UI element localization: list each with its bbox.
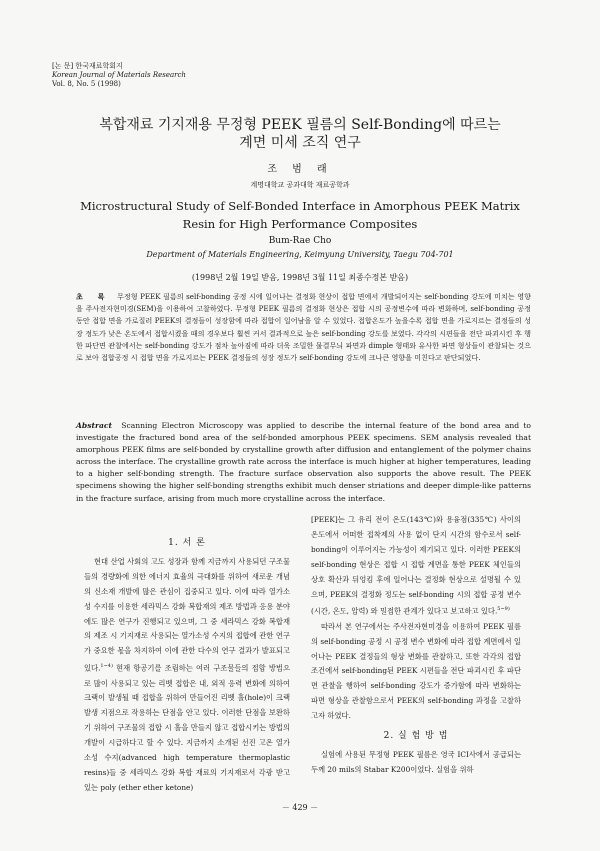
body-column-left: [84, 536, 290, 796]
section-heading-methods: 2. 실 험 방 법: [383, 731, 449, 742]
abstract-english-label: Abstract: [76, 421, 113, 430]
received-dates: (1998년 2월 19일 받음, 1998년 3월 11일 최종수정본 받음): [191, 273, 409, 282]
title-english-line-2: Resin for High Performance Composites: [182, 217, 418, 231]
title-korean: [0, 116, 600, 152]
abstract-english-text: Scanning Electron Microscopy was applied to describe the internal feature of the bond area and to investigate the fractured bond area of the self-bonded amorphous PEEK specimens. SEM analysis revealed that amorphous PEEK films are self-bonded by crystalline growth after diffusion and entanglement of the polymer chains across the interface. The crystalline growth rate across the interface is much higher at higher temperatures, leading to a higher self-bonding strength. The fracture surface observation also supports the above result. The PEEK specimens showing the higher self-bonding strengths exhibit much denser striations and deeper dimple-like patterns in the fracture surface, arising from much more crystalline across the interface.: [76, 421, 531, 503]
title-korean-line-1: 복합재료 기지재용 무정형 PEEK 필름의 Self-Bonding에 따르는: [99, 117, 501, 133]
methods-paragraph: 실험에 사용된 무정형 PEEK 필름은 영국 ICI사에서 공급되는 두께 20 mils의 Stabar K200이었다. 실험을 위하: [311, 750, 521, 774]
citation-5-9: 5~9): [497, 606, 510, 613]
journal-line-2: Korean Journal of Materials Research: [52, 71, 186, 79]
abstract-english: [76, 420, 531, 505]
intro-paragraph: [84, 555, 290, 796]
journal-line-1: [논 문] 한국재료학회지: [52, 62, 123, 70]
abstract-korean: [76, 291, 531, 364]
intro-text-2: 현재 항공기를 조립하는 여러 구조물들의 접합 방법으로 많이 사용되고 있는 리벳 접합은 내, 외적 응력 변화에 의하여 크랙이 발생될 때 접합을 위하여 만들어진 리벳 홀(hole)이 크랙 발생 지점으로 작용하는 단점을 안고 있다. 이러한 단점을 보완하기 위하여 구조물의 접합 시 홀을 만들지 않고 접합시키는 방법의 개발이 시급하다고 할 수 있다. 지금까지 소개된 선진 고온 열가소성 수지(advanced high temperature thermoplastic resins)들 중 세라믹스 강화 복합 재료의 기지재로서 각광 받고 있는 poly (ether ether ketone): [84, 663, 290, 792]
affiliation-korean: 계명대학교 공과대학 재료공학과: [250, 181, 350, 189]
body-column-right: [311, 513, 521, 778]
right-paragraph-2: 따라서 본 연구에서는 주사전자현미경을 이용하여 PEEK 필름의 self-bonding 공정 시 공정 변수 변화에 따라 접합 계면에서 일어나는 PEEK 결정들의 형상 변화를 관찰하고, 또한 각각의 접합조건에서 self-bonding된 PEEK 시편들을 전단 파괴시킨 후 파단면 관찰을 행하여 self-bonding 강도가 증가함에 따라 변화하는 파면 형상을 관찰함으로서 PEEK의 self-bonding 과정을 고찰하고자 하였다.: [311, 621, 521, 721]
right-paragraph-1: [311, 513, 521, 620]
right-text-1: [PEEK]는 그 유리 전이 온도(143℃)와 용융점(335℃) 사이의 온도에서 어떠한 접착제의 사용 없이 단지 시간의 함수로서 self-bonding이 이루어지는 가능성이 제기되고 있다. 이러한 PEEK의 self-bonding 현상은 접합 시 접합 계면을 통한 PEEK 체인들의 상호 확산과 뒤엉킴 후에 일어나는 결정화 현상으로 설명될 수 있으며, PEEK의 결정화 정도는 self-bonding 시의 접합 공정 변수(시간, 온도, 압력) 와 밀접한 관계가 있다고 보고하고 있다.: [311, 515, 521, 616]
author-korean: 조 범 래: [267, 164, 333, 175]
page-number: － 429 －: [281, 803, 319, 812]
abstract-korean-label: 초 록: [76, 292, 111, 301]
abstract-korean-text: 무정형 PEEK 필름의 self-bonding 공정 시에 일어나는 결정화 현상이 접합 면에서 개발되어지는 self-bonding 강도에 미치는 영향을 주사전자현미경(SEM)을 이용하여 고찰하였다. 무정형 PEEK 필름의 결정화 현상은 접합 시의 공정변수에 따라 변화하며, self-bonding 공정 동안 접합 면을 가로질러 PEEK의 결정들이 성장함에 따라 접합이 일어남을 알 수 있었다. 접합온도가 높을수록 접합 면을 가로지르는 결정들의 성장 정도가 낮은 온도에서 접합시켰을 때의 경우보다 훨씬 커서 결과적으로 높은 self-bonding 강도를 보였다. 각각의 시편들을 전단 파괴시킨 후 행한 파단면 관찰에서는 self-bonding 강도가 점차 높아짐에 따라 더욱 조밀한 물결무늬 파면과 dimple 형태와 유사한 파면 형상들이 관찰되는 것으로 보아 접합공정 시 접합 면을 가로지르는 PEEK 결정들의 성장 정도가 self-bonding 강도에 크나큰 영향을 미친다고 판단되었다.: [76, 292, 531, 363]
author-english: Bum-Rae Cho: [268, 236, 332, 246]
title-korean-line-2: 계면 미세 조직 연구: [239, 135, 361, 151]
intro-text-1: 현대 산업 사회의 고도 성장과 함께 지금까지 사용되던 구조물들의 경량화에 의한 에너지 효율의 극대화를 위하여 새로운 개념의 신소재 개발에 많은 관심이 집중되고 있다. 이에 따라 열가소성 수지를 이용한 세라믹스 강화 복합재의 제조 방법과 응용 분야에도 많은 연구가 진행되고 있으며, 그 중 세라믹스 강화 복합재의 제조 시 기지재로 사용되는 열가소성 수지의 접합에 관한 연구가 중요한 몫을 차지하여 이에 관한 다수의 연구 결과가 발표되고 있다.: [84, 556, 290, 673]
title-english: [60, 197, 540, 233]
journal-header: [52, 62, 186, 89]
journal-line-3: Vol. 8, No. 5 (1998): [52, 80, 121, 88]
affiliation-english: Department of Materials Engineering, Keimyung University, Taegu 704-701: [146, 250, 454, 259]
title-english-line-1: Microstructural Study of Self-Bonded Interface in Amorphous PEEK Matrix: [80, 199, 520, 213]
section-heading-introduction: 1. 서 론: [168, 538, 206, 548]
citation-1-4: 1~4): [100, 663, 113, 670]
